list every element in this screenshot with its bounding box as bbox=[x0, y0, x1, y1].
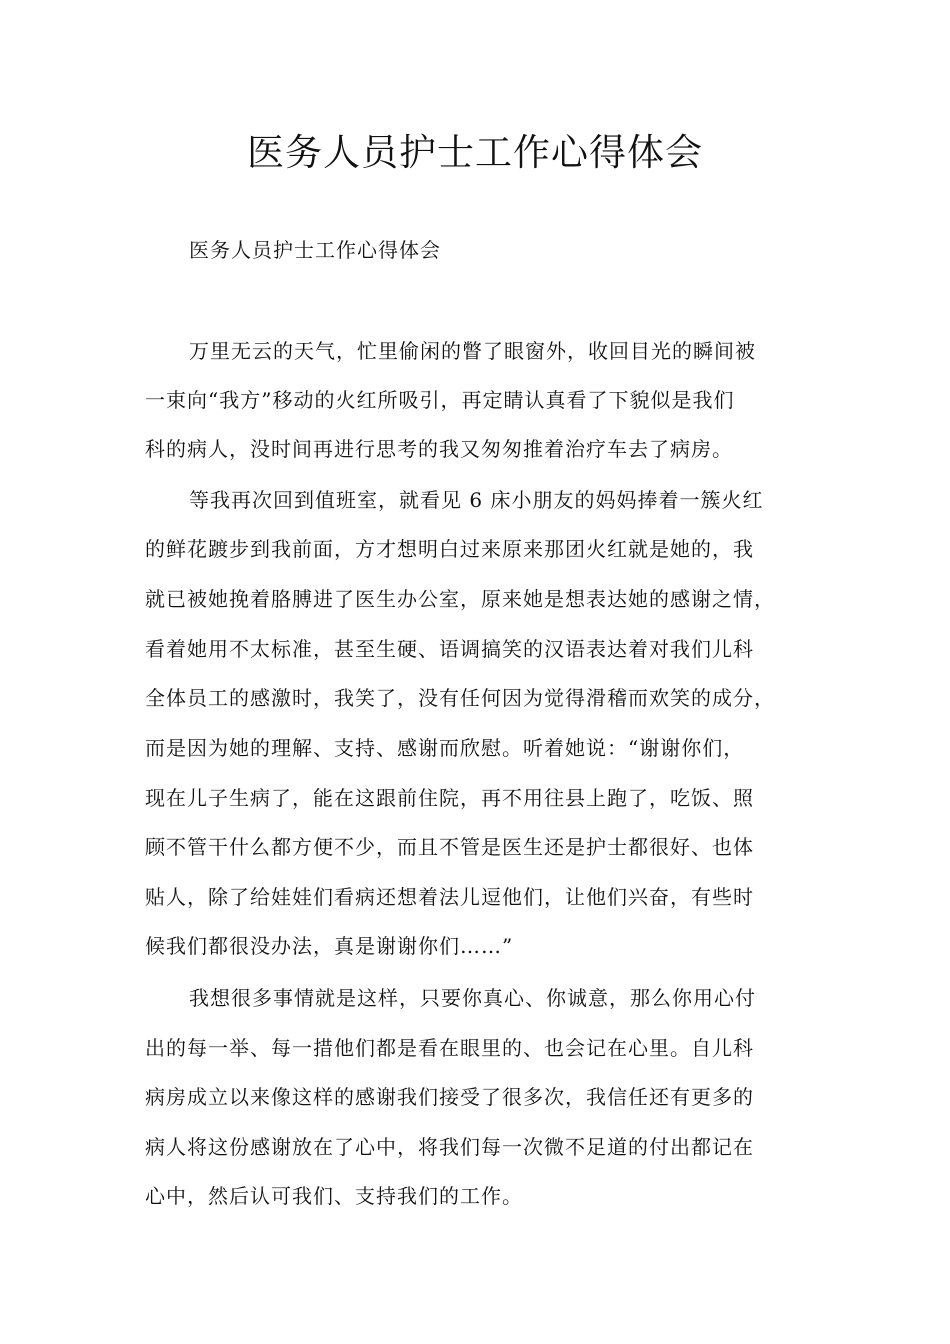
paragraph-2-line-10: 候我们都很没办法，真是谢谢你们……” bbox=[145, 934, 514, 958]
paragraph-3-line-2: 出的每一举、每一措他们都是看在眼里的、也会记在心里。自儿科 bbox=[145, 1036, 754, 1060]
paragraph-2-line-1: 等我再次回到值班室，就看见 6 床小朋友的妈妈捧着一簇火红 bbox=[189, 488, 764, 512]
paragraph-2-line-5: 全体员工的感激时，我笑了，没有任何因为觉得滑稽而欢笑的成分， bbox=[145, 686, 775, 710]
paragraph-2-line-7: 现在儿子生病了，能在这跟前住院，再不用往县上跑了，吃饭、照 bbox=[145, 786, 754, 810]
paragraph-3-line-3: 病房成立以来像这样的感谢我们接受了很多次，我信任还有更多的 bbox=[145, 1085, 754, 1109]
paragraph-2-line-6: 而是因为她的理解、支持、感谢而欣慰。听着她说：“谢谢你们， bbox=[145, 736, 745, 760]
paragraph-1-line-1: 万里无云的天气，忙里偷闲的瞥了眼窗外，收回目光的瞬间被 bbox=[189, 339, 756, 363]
paragraph-1-line-2: 一束向“我方”移动的火红所吸引，再定睛认真看了下貌似是我们 bbox=[145, 388, 735, 412]
paragraph-2-line-3: 就已被她挽着胳膊进了医生办公室，原来她是想表达她的感谢之情， bbox=[145, 587, 775, 611]
paragraph-1-line-3: 科的病人，没时间再进行思考的我又匆匆推着治疗车去了病房。 bbox=[145, 437, 733, 461]
document-title: 医务人员护士工作心得体会 bbox=[247, 131, 703, 174]
paragraph-2-line-4: 看着她用不太标准，甚至生硬、语调搞笑的汉语表达着对我们儿科 bbox=[145, 637, 754, 661]
paragraph-3-line-1: 我想很多事情就是这样，只要你真心、你诚意，那么你用心付 bbox=[189, 986, 756, 1010]
paragraph-2-line-2: 的鲜花踱步到我前面，方才想明白过来原来那团火红就是她的，我 bbox=[145, 537, 754, 561]
document-subtitle: 医务人员护士工作心得体会 bbox=[189, 238, 441, 262]
paragraph-3-line-4: 病人将这份感谢放在了心中，将我们每一次微不足道的付出都记在 bbox=[145, 1135, 754, 1159]
paragraph-3-line-5: 心中，然后认可我们、支持我们的工作。 bbox=[145, 1184, 523, 1208]
paragraph-2-line-8: 顾不管干什么都方便不少，而且不管是医生还是护士都很好、也体 bbox=[145, 835, 754, 859]
paragraph-2-line-9: 贴人，除了给娃娃们看病还想着法儿逗他们，让他们兴奋，有些时 bbox=[145, 885, 754, 909]
